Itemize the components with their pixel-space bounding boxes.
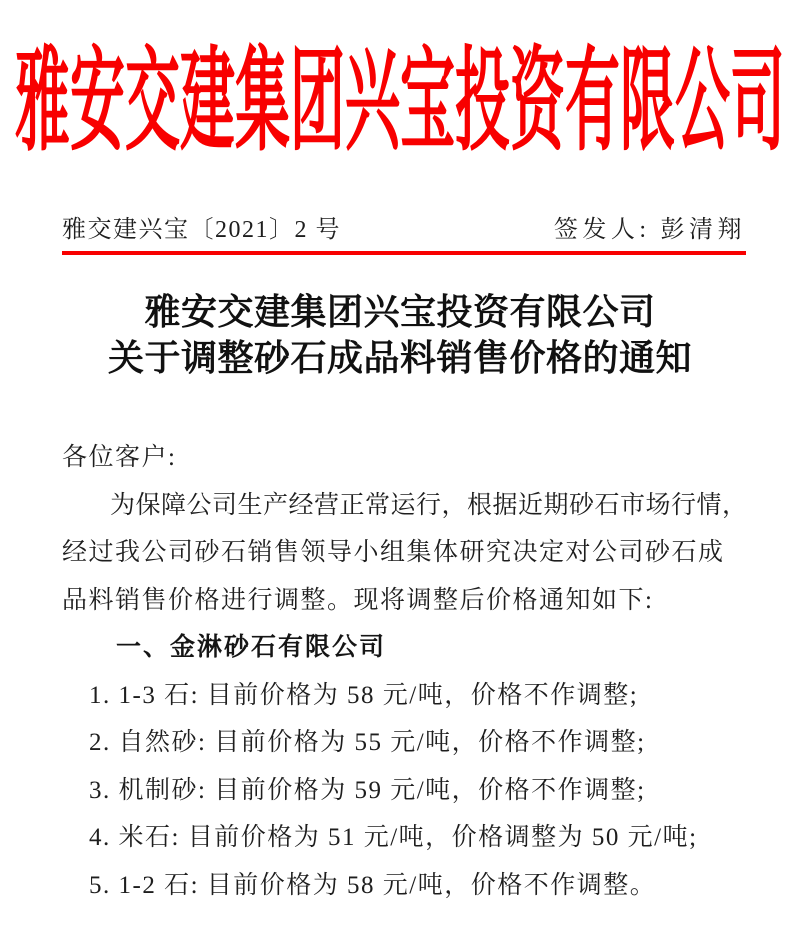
notice-title-line1: 雅安交建集团兴宝投资有限公司 bbox=[144, 292, 656, 332]
price-item-1: 1. 1-3 石: 目前价格为 58 元/吨，价格不作调整; bbox=[89, 681, 639, 709]
price-item-5: 5. 1-2 石: 目前价格为 58 元/吨，价格不作调整。 bbox=[89, 871, 657, 899]
notice-title bbox=[0, 289, 800, 381]
issuer-name: 彭清翔 bbox=[660, 217, 746, 243]
issuer-label: 签发人: bbox=[553, 217, 651, 243]
section-heading-company: 一、金淋砂石有限公司 bbox=[116, 633, 387, 661]
price-item-2: 2. 自然砂: 目前价格为 55 元/吨，价格不作调整; bbox=[89, 729, 646, 756]
price-item-3: 3. 机制砂: 目前价格为 59 元/吨，价格不作调整; bbox=[89, 776, 646, 804]
price-item-4: 4. 米石: 目前价格为 51 元/吨，价格调整为 50 元/吨; bbox=[89, 824, 698, 851]
notice-body bbox=[62, 434, 746, 909]
paragraph-line-2: 经过我公司砂石销售领导小组集体研究决定对公司砂石成 bbox=[62, 539, 725, 566]
salutation: 各位客户: bbox=[62, 444, 177, 471]
notice-title-line2: 关于调整砂石成品料销售价格的通知 bbox=[107, 338, 692, 378]
doc-meta-row bbox=[62, 209, 746, 244]
letterhead bbox=[0, 36, 800, 166]
paragraph-line-1: 为保障公司生产经营正常运行，根据近期砂石市场行情， bbox=[110, 491, 748, 519]
paragraph-line-3: 品料销售价格进行调整。现将调整后价格通知如下: bbox=[62, 586, 654, 614]
doc-number: 雅交建兴宝〔2021〕2 号 bbox=[62, 217, 341, 243]
company-name-red-header: 雅安交建集团兴宝投资有限公司 bbox=[14, 38, 785, 164]
red-separator-rule bbox=[62, 251, 746, 255]
issuer bbox=[554, 209, 746, 244]
